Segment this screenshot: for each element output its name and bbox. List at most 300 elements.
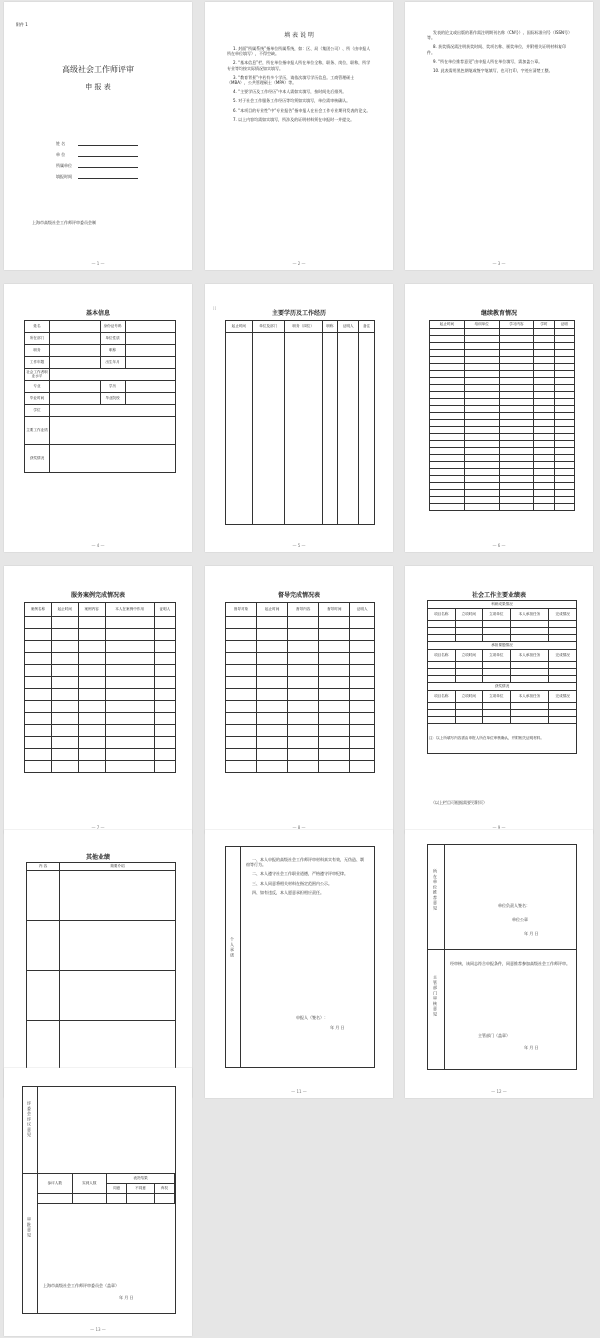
page-number: — 11 —: [291, 1089, 307, 1094]
field-label: 获奖情况: [25, 445, 50, 473]
table-row: [428, 662, 577, 669]
page-number: — 7 —: [91, 825, 105, 830]
cover-issuer: 上海市高级社会工作师评审委员会制: [32, 220, 96, 225]
table-cell: [25, 641, 52, 653]
table-cell: [483, 635, 511, 642]
table-cell: [60, 971, 176, 1021]
table-cell: [549, 628, 577, 635]
table-cell: [226, 689, 257, 701]
instructions-list: [227, 46, 373, 126]
table-cell: [78, 701, 105, 713]
table-cell: [499, 371, 534, 378]
page-number: — 4 —: [91, 543, 105, 548]
table-row: [430, 413, 575, 420]
field-value: [125, 333, 176, 345]
table-cell: [51, 665, 78, 677]
table-cell: [464, 497, 499, 504]
table-cell: [78, 689, 105, 701]
table-cell: [534, 427, 554, 434]
instruction-item: 4. “主要学历及工作经历”中本人需如实填写，按时间先后排列。: [233, 89, 347, 95]
table-cell: [534, 441, 554, 448]
table-row: [25, 417, 176, 445]
table-cell: [499, 385, 534, 392]
table-row: [226, 761, 375, 773]
table-cell: [455, 703, 483, 710]
table-cell: [430, 455, 465, 462]
table-cell: [464, 434, 499, 441]
page-8-supervision: [205, 566, 393, 834]
table-cell: [554, 364, 574, 371]
table-header-row: [428, 691, 577, 703]
table-cell: [257, 641, 288, 653]
table-header-cell: 学习内容: [499, 321, 534, 329]
table-cell: [27, 921, 60, 971]
table-cell: [554, 385, 574, 392]
page-9-achievements: [405, 566, 593, 834]
note-row: [428, 724, 577, 754]
table-cell: [549, 676, 577, 683]
table-row: [27, 921, 176, 971]
cover-field-line: [78, 173, 138, 179]
table-cell: [510, 676, 549, 683]
supervision-table: [225, 602, 375, 773]
table-cell: [257, 725, 288, 737]
table-row: [25, 713, 176, 725]
table-cell: [226, 665, 257, 677]
table-cell: [257, 617, 288, 629]
table-cell: [464, 371, 499, 378]
cover-field-row: [56, 151, 138, 157]
table-row: [25, 725, 176, 737]
table-cell: [25, 653, 52, 665]
table-cell: [483, 717, 511, 724]
table-cell: [430, 357, 465, 364]
table-header-cell: 简要介绍: [60, 863, 176, 871]
table-row: [428, 717, 577, 724]
field-label: 社会工作者职业水平: [25, 369, 50, 381]
attachment-label: 附件 1: [16, 22, 28, 27]
table-row: [226, 725, 375, 737]
instruction-item: 一、本人申报的高级社会工作师评审材料真实有效，无伪造、剽窃等行为。: [246, 857, 364, 868]
field-value: [50, 445, 176, 473]
table-cell: [554, 350, 574, 357]
table-cell: [534, 483, 554, 490]
unit-recommend-label: 所 在 单 位 推 荐 意 见: [433, 869, 438, 910]
instruction-item: 7. 以上内容均需如实填写，所涉及的证明材料须在申报时一并提交。: [233, 116, 355, 122]
table-cell: [534, 497, 554, 504]
table-cell: [430, 462, 465, 469]
achievements-note: 注：以上所填写内容需由申报人所在单位审核确认，并附相关证明材料。: [428, 724, 577, 754]
page-4-basic-info: [4, 284, 192, 552]
table-row: [428, 628, 577, 635]
table-cell: [430, 399, 465, 406]
table-header-row: [25, 603, 176, 617]
table-cell: [464, 343, 499, 350]
table-cell: [25, 725, 52, 737]
table-cell: [534, 420, 554, 427]
table-cell: [105, 749, 154, 761]
commitment-sign: 申报人（签名）：: [296, 1015, 328, 1020]
page-3-instructions-cont: [405, 2, 593, 270]
table-cell: [257, 701, 288, 713]
field-label: 单位性质: [100, 333, 125, 345]
field-value: [50, 381, 101, 393]
table-header-cell: 案例内容: [78, 603, 105, 617]
commitment-side-label: 个 人 承 诺: [230, 937, 235, 957]
table-header-cell: 证明: [554, 321, 574, 329]
table-cell: [27, 971, 60, 1021]
table-row: [25, 393, 176, 405]
table-cell: [154, 737, 175, 749]
table-cell: [60, 871, 176, 921]
field-value: [125, 393, 176, 405]
table-cell: [25, 761, 52, 773]
table-cell: [319, 617, 350, 629]
dept-review-text: 经审核，该同志符合申报条件，同意推荐参加高级社会工作师评审。: [450, 961, 570, 966]
table-cell: [252, 333, 284, 525]
table-cell: [154, 629, 175, 641]
table-cell: [464, 483, 499, 490]
instruction-item: 6. “本项目的专业性”中“专业报告”指申报人在社会工作专业期刊发表的论文。: [233, 107, 371, 113]
table-cell: [25, 713, 52, 725]
table-cell: [319, 689, 350, 701]
table-row: [25, 333, 176, 345]
page-10-other-achievements: [4, 830, 192, 1098]
table-row: [430, 406, 575, 413]
table-cell: [350, 689, 375, 701]
table-cell: [464, 378, 499, 385]
table-header-cell: 项目名称: [428, 609, 456, 621]
table-cell: [455, 628, 483, 635]
table-cell: [499, 378, 534, 385]
achievements-note2: （以上栏目可根据需要另附页）: [431, 800, 487, 805]
cover-subtitle: 申 报 表: [85, 83, 111, 91]
instruction-item: 二、本人遵守社会工作职业道德，严格遵守评审纪律。: [252, 871, 348, 877]
table-cell: [499, 469, 534, 476]
table-cell: [428, 628, 456, 635]
table-cell: [430, 420, 465, 427]
table-cell: [319, 761, 350, 773]
table-cell: [499, 343, 534, 350]
continuing-edu-table: [429, 320, 575, 511]
section-title: 获奖情况: [428, 683, 577, 691]
table-header-cell: 职务（岗位）: [284, 321, 322, 333]
table-cell: [499, 329, 534, 336]
table-cell: [499, 441, 534, 448]
table-cell: [483, 710, 511, 717]
table-cell: [78, 629, 105, 641]
table-cell: [107, 1194, 127, 1204]
table-cell: [499, 490, 534, 497]
cover-field-label: 姓 名: [56, 140, 66, 146]
table-cell: [78, 725, 105, 737]
table-cell: [257, 761, 288, 773]
table-cell: [226, 701, 257, 713]
table-header-cell: 项目名称: [428, 691, 456, 703]
table-header-cell: 督导内容: [288, 603, 319, 617]
table-cell: [226, 749, 257, 761]
table-cell: [554, 448, 574, 455]
table-row: [430, 385, 575, 392]
instruction-item: 四、如有违反，本人愿意承担相应责任。: [252, 889, 324, 895]
field-value: [50, 345, 101, 357]
page-2-instructions: [205, 2, 393, 270]
table-cell: [534, 364, 554, 371]
table-cell: [483, 703, 511, 710]
table-cell: [430, 504, 465, 511]
table-cell: [257, 749, 288, 761]
page-11-commitment: [205, 830, 393, 1098]
table-cell: [534, 343, 554, 350]
field-value: [125, 345, 176, 357]
table-cell: [51, 629, 78, 641]
table-header-cell: 立项时间: [455, 609, 483, 621]
unit-head-sign: 单位负责人签名：: [498, 903, 530, 908]
table-cell: [534, 490, 554, 497]
table-cell: [464, 406, 499, 413]
table-cell: [534, 455, 554, 462]
section-row: [428, 683, 577, 691]
table-cell: [105, 737, 154, 749]
table-cell: [499, 504, 534, 511]
table-cell: [430, 378, 465, 385]
table-header-cell: 证明人: [338, 321, 359, 333]
table-cell: [51, 653, 78, 665]
table-cell: [554, 406, 574, 413]
table-cell: [78, 737, 105, 749]
table-row: [25, 737, 176, 749]
table-cell: [428, 717, 456, 724]
cover-field-line: [78, 162, 138, 168]
table-cell: [549, 662, 577, 669]
table-cell: [430, 343, 465, 350]
table-cell: [105, 629, 154, 641]
table-cell: [350, 725, 375, 737]
table-row: [25, 381, 176, 393]
table-header-cell: 参评人数: [38, 1174, 73, 1194]
table-cell: [534, 378, 554, 385]
field-value: [50, 417, 176, 445]
table-header-cell: 弃权: [154, 1184, 174, 1194]
table-cell: [534, 462, 554, 469]
table-header-cell: 实到人数: [72, 1174, 107, 1194]
field-label: 工作年限: [25, 357, 50, 369]
table-header-cell: 备注: [359, 321, 375, 333]
cover-field-label: 所属单位: [56, 162, 72, 168]
table-row: [430, 364, 575, 371]
table-cell: [510, 710, 549, 717]
table-header-cell: 起止时间: [226, 321, 253, 333]
table-cell: [226, 725, 257, 737]
field-label: 职称: [100, 345, 125, 357]
table-row: [38, 1194, 175, 1204]
cover-field-label: 单 位: [56, 151, 66, 157]
table-cell: [464, 448, 499, 455]
table-row: [25, 445, 176, 473]
table-cell: [430, 476, 465, 483]
table-cell: [154, 1194, 174, 1204]
section-title: 科研成果情况: [428, 601, 577, 609]
table-cell: [78, 761, 105, 773]
table-cell: [554, 476, 574, 483]
table-row: [430, 378, 575, 385]
table-cell: [534, 434, 554, 441]
table-cell: [430, 392, 465, 399]
table-header-cell: 表决结果: [107, 1174, 175, 1184]
table-cell: [288, 761, 319, 773]
table-row: [428, 621, 577, 628]
table-cell: [464, 420, 499, 427]
table-cell: [288, 677, 319, 689]
table-row: [430, 504, 575, 511]
table-row: [25, 761, 176, 773]
table-cell: [499, 364, 534, 371]
table-cell: [257, 653, 288, 665]
table-row: [226, 701, 375, 713]
table-row: [226, 333, 375, 525]
table-row: [25, 369, 176, 381]
approval-box: [22, 1086, 176, 1314]
table-cell: [464, 329, 499, 336]
table-cell: [226, 641, 257, 653]
other-achievements-table: [26, 862, 176, 1071]
table-cell: [464, 413, 499, 420]
table-cell: [430, 385, 465, 392]
table-cell: [25, 737, 52, 749]
table-cell: [464, 364, 499, 371]
table-cell: [534, 448, 554, 455]
table-cell: [549, 717, 577, 724]
instruction-item: 发表的论文或出版的著作需注明期刊名称（CN号）、国际标准刊号（ISSN号）等。: [427, 30, 573, 41]
table-cell: [105, 617, 154, 629]
field-value: [50, 357, 101, 369]
table-header-row: [430, 321, 575, 329]
page-number: — 2 —: [292, 261, 306, 266]
table-row: [430, 420, 575, 427]
table-row: [226, 617, 375, 629]
field-value: [50, 405, 176, 417]
table-cell: [464, 469, 499, 476]
page-number: — 12 —: [491, 1089, 507, 1094]
table-cell: [226, 713, 257, 725]
table-cell: [38, 1194, 73, 1204]
table-cell: [464, 350, 499, 357]
edu-work-table: [225, 320, 375, 525]
recommendation-box: [427, 844, 577, 1070]
table-cell: [483, 662, 511, 669]
table-cell: [534, 399, 554, 406]
dept-review-label: 主 管 部 门 审 核 意 见: [433, 975, 438, 1016]
table-cell: [127, 1194, 154, 1204]
table-cell: [350, 701, 375, 713]
table-row: [430, 497, 575, 504]
table-header-cell: 起止时间: [257, 603, 288, 617]
table-cell: [51, 761, 78, 773]
table-cell: [288, 749, 319, 761]
table-cell: [430, 483, 465, 490]
table-cell: [154, 665, 175, 677]
table-cell: [319, 701, 350, 713]
table-cell: [455, 710, 483, 717]
field-value: [50, 369, 176, 381]
table-cell: [554, 420, 574, 427]
table-header-cell: 本人在案例中作用: [105, 603, 154, 617]
table-row: [25, 617, 176, 629]
table-cell: [319, 749, 350, 761]
table-cell: [534, 357, 554, 364]
table-cell: [428, 703, 456, 710]
table-cell: [27, 1021, 60, 1071]
table-cell: [226, 677, 257, 689]
table-cell: [430, 413, 465, 420]
table-cell: [154, 701, 175, 713]
table-cell: [257, 629, 288, 641]
table-row: [430, 336, 575, 343]
table-header-cell: 学时: [534, 321, 554, 329]
table-cell: [51, 749, 78, 761]
table-cell: [25, 749, 52, 761]
table-cell: [464, 504, 499, 511]
table-row: [25, 689, 176, 701]
table-header-cell: 内 容: [27, 863, 60, 871]
table-cell: [549, 710, 577, 717]
table-cell: [51, 701, 78, 713]
committee-label: 评 委 会 评 议 意 见: [27, 1101, 32, 1137]
instruction-item: 9. “所在单位推荐意见”由申报人所在单位填写，需加盖公章。: [433, 58, 543, 64]
table-cell: [430, 497, 465, 504]
table-header-cell: 不同意: [127, 1184, 154, 1194]
table-cell: [510, 717, 549, 724]
table-cell: [350, 737, 375, 749]
table-row: [430, 462, 575, 469]
table-row: [430, 448, 575, 455]
table-cell: [288, 629, 319, 641]
instruction-item: 2. “基本信息”栏，所在单位指申报人所在单位全称，职务、岗位，职称，所学专业等均按实际情况如实填写。: [227, 60, 371, 71]
table-cell: [554, 329, 574, 336]
table-header-row: [27, 863, 176, 871]
table-cell: [510, 621, 549, 628]
table-cell: [499, 350, 534, 357]
table-cell: [51, 617, 78, 629]
achievements-title: 社会工作主要业绩表: [471, 592, 526, 599]
field-label: 姓名: [25, 321, 50, 333]
table-header-cell: 证明人: [154, 603, 175, 617]
table-header-cell: 立项时间: [455, 650, 483, 662]
table-cell: [549, 669, 577, 676]
table-cell: [430, 490, 465, 497]
table-row: [25, 665, 176, 677]
service-cases-table: [24, 602, 176, 773]
cover-fields: [56, 140, 138, 184]
table-header-cell: 完成情况: [549, 650, 577, 662]
table-cell: [78, 677, 105, 689]
table-cell: [226, 653, 257, 665]
table-cell: [154, 761, 175, 773]
table-row: [25, 405, 176, 417]
vote-table: [37, 1173, 175, 1204]
table-cell: [51, 725, 78, 737]
table-header-cell: 立项单位: [483, 609, 511, 621]
table-cell: [78, 617, 105, 629]
table-cell: [319, 641, 350, 653]
table-header-cell: 同意: [107, 1184, 127, 1194]
table-cell: [534, 406, 554, 413]
cover-field-line: [78, 151, 138, 157]
table-cell: [554, 336, 574, 343]
table-cell: [319, 653, 350, 665]
table-cell: [226, 629, 257, 641]
table-cell: [554, 399, 574, 406]
